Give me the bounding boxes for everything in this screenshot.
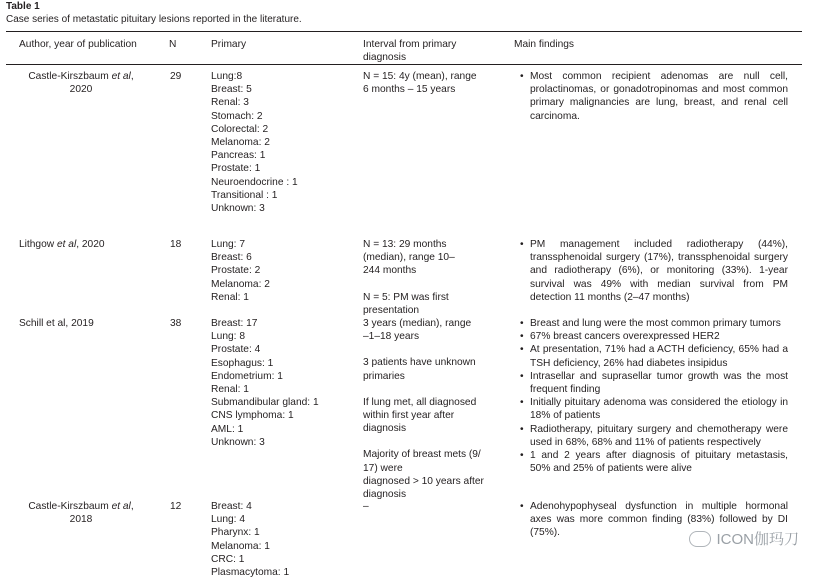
primary-item: Submandibular gland: 1 (211, 397, 319, 409)
primary-item: Colorectal: 2 (211, 123, 269, 135)
primary-item: Prostate: 2 (211, 265, 261, 277)
finding-item: • Initially pituitary adenoma was considered the etiology in 18% of patients (520, 396, 788, 422)
primary-item: Renal: 3 (211, 97, 249, 109)
row2-interval: N = 13: 29 months (median), range 10– 244 months N = 5: PM was first presentation (363, 239, 455, 316)
primary-item: Esophagus: 1 (211, 357, 274, 369)
primary-item: Endometrium: 1 (211, 370, 283, 382)
primary-item: Lung: 4 (211, 514, 245, 526)
primary-item: Unknown: 3 (211, 436, 265, 448)
row1-primary (211, 70, 298, 215)
primary-item: Breast: 4 (211, 501, 252, 512)
primary-item: Lung: 8 (211, 331, 245, 343)
finding-item: • Most common recipient adenomas are null cell, prolactinomas, or gonadotropinomas and most common primary malignancies are lung, breast, and renal cell carcinoma. (520, 70, 788, 123)
row3-author: Schill et al, 2019 (19, 318, 94, 329)
primary-item: Unknown: 3 (211, 203, 265, 215)
finding-item: • PM management included radiotherapy (44%), transsphenoidal surgery (17%), transsphenoidal surgery and radiotherapy (6%), or monitoring (33%). 1-year survival was 49% with median survival from PM detection 11 months (2–47 months) (520, 238, 788, 304)
row4-n: 12 (170, 501, 182, 512)
row3-n: 38 (170, 318, 182, 329)
table-caption (6, 0, 302, 26)
finding-item: • At presentation, 71% had a ACTH deficiency, 65% had a TSH deficiency, 26% had diabetes insipidus (520, 343, 788, 369)
row1-n: 29 (170, 71, 182, 82)
primary-item: Breast: 6 (211, 252, 252, 264)
primary-item: Prostate: 4 (211, 344, 261, 356)
table-title: Case series of metastatic pituitary lesions reported in the literature. (6, 14, 302, 25)
watermark-text: ICON伽玛刀 (716, 531, 799, 548)
primary-item: Plasmacytoma: 1 (211, 567, 290, 579)
row4-primary (211, 500, 289, 579)
row3-interval: 3 years (median), range –1–18 years 3 patients have unknown primaries If lung met, all diagnosed within first year after diagnosis Majority of breast mets (9/ 17) were diagnosed > 10 years after diagnosis (363, 318, 484, 501)
primary-item: Pancreas: 1 (211, 150, 266, 162)
header-n: N (169, 39, 177, 50)
row1-findings (520, 70, 788, 123)
row1-author: Castle-Kirszbaum et al, 2020 (28, 71, 134, 96)
primary-item: Transitional : 1 (211, 189, 278, 201)
primary-item: Stomach: 2 (211, 110, 263, 122)
primary-item: Melanoma: 1 (211, 540, 270, 552)
primary-item: Breast: 17 (211, 318, 258, 329)
row2-n: 18 (170, 239, 182, 250)
primary-item: CNS lymphoma: 1 (211, 410, 294, 422)
primary-item: Renal: 1 (211, 384, 249, 396)
primary-item: Breast: 5 (211, 84, 252, 96)
row2-findings (520, 238, 788, 304)
finding-item: • Adenohypophyseal dysfunction in multiple hormonal axes was more common finding (83%) followed by DI (75%). (520, 500, 788, 540)
header-findings: Main findings (514, 39, 575, 50)
row4-interval: – (363, 501, 369, 512)
table-label: Table 1 (6, 1, 40, 12)
row2-author: Lithgow et al, 2020 (19, 239, 105, 250)
primary-item: Lung: 7 (211, 239, 245, 250)
watermark (689, 528, 799, 549)
finding-item: • 67% breast cancers overexpressed HER2 (520, 330, 788, 343)
finding-item: • 1 and 2 years after diagnosis of pituitary metastasis, 50% and 25% of patients were alive (520, 449, 788, 475)
finding-item: • Intrasellar and suprasellar tumor growth was the most frequent finding (520, 370, 788, 396)
finding-item: • Radiotherapy, pituitary surgery and chemotherapy were used in 68%, 68% and 11% of patients respectively (520, 423, 788, 449)
primary-item: Melanoma: 2 (211, 137, 270, 149)
row4-author: Castle-Kirszbaum et al, 2018 (28, 501, 134, 526)
finding-item: • Breast and lung were the most common primary tumors (520, 317, 788, 330)
header-primary: Primary (211, 39, 247, 50)
primary-item: Neuroendocrine : 1 (211, 176, 298, 188)
primary-item: AML: 1 (211, 423, 244, 435)
header-author: Author, year of publication (19, 39, 137, 50)
row1-interval: N = 15: 4y (mean), range 6 months – 15 years (363, 71, 477, 96)
primary-item: Melanoma: 2 (211, 278, 270, 290)
primary-item: CRC: 1 (211, 553, 245, 565)
primary-item: Prostate: 1 (211, 163, 261, 175)
primary-item: Pharynx: 1 (211, 527, 260, 539)
top-rule (6, 31, 802, 32)
row2-primary (211, 238, 270, 304)
primary-item: Lung:8 (211, 71, 243, 82)
primary-item: Renal: 1 (211, 291, 249, 303)
header-interval: Interval from primary diagnosis (363, 39, 457, 64)
wechat-icon (689, 531, 711, 547)
header-rule (6, 64, 802, 65)
row3-findings (520, 317, 788, 475)
row3-primary (211, 317, 319, 449)
